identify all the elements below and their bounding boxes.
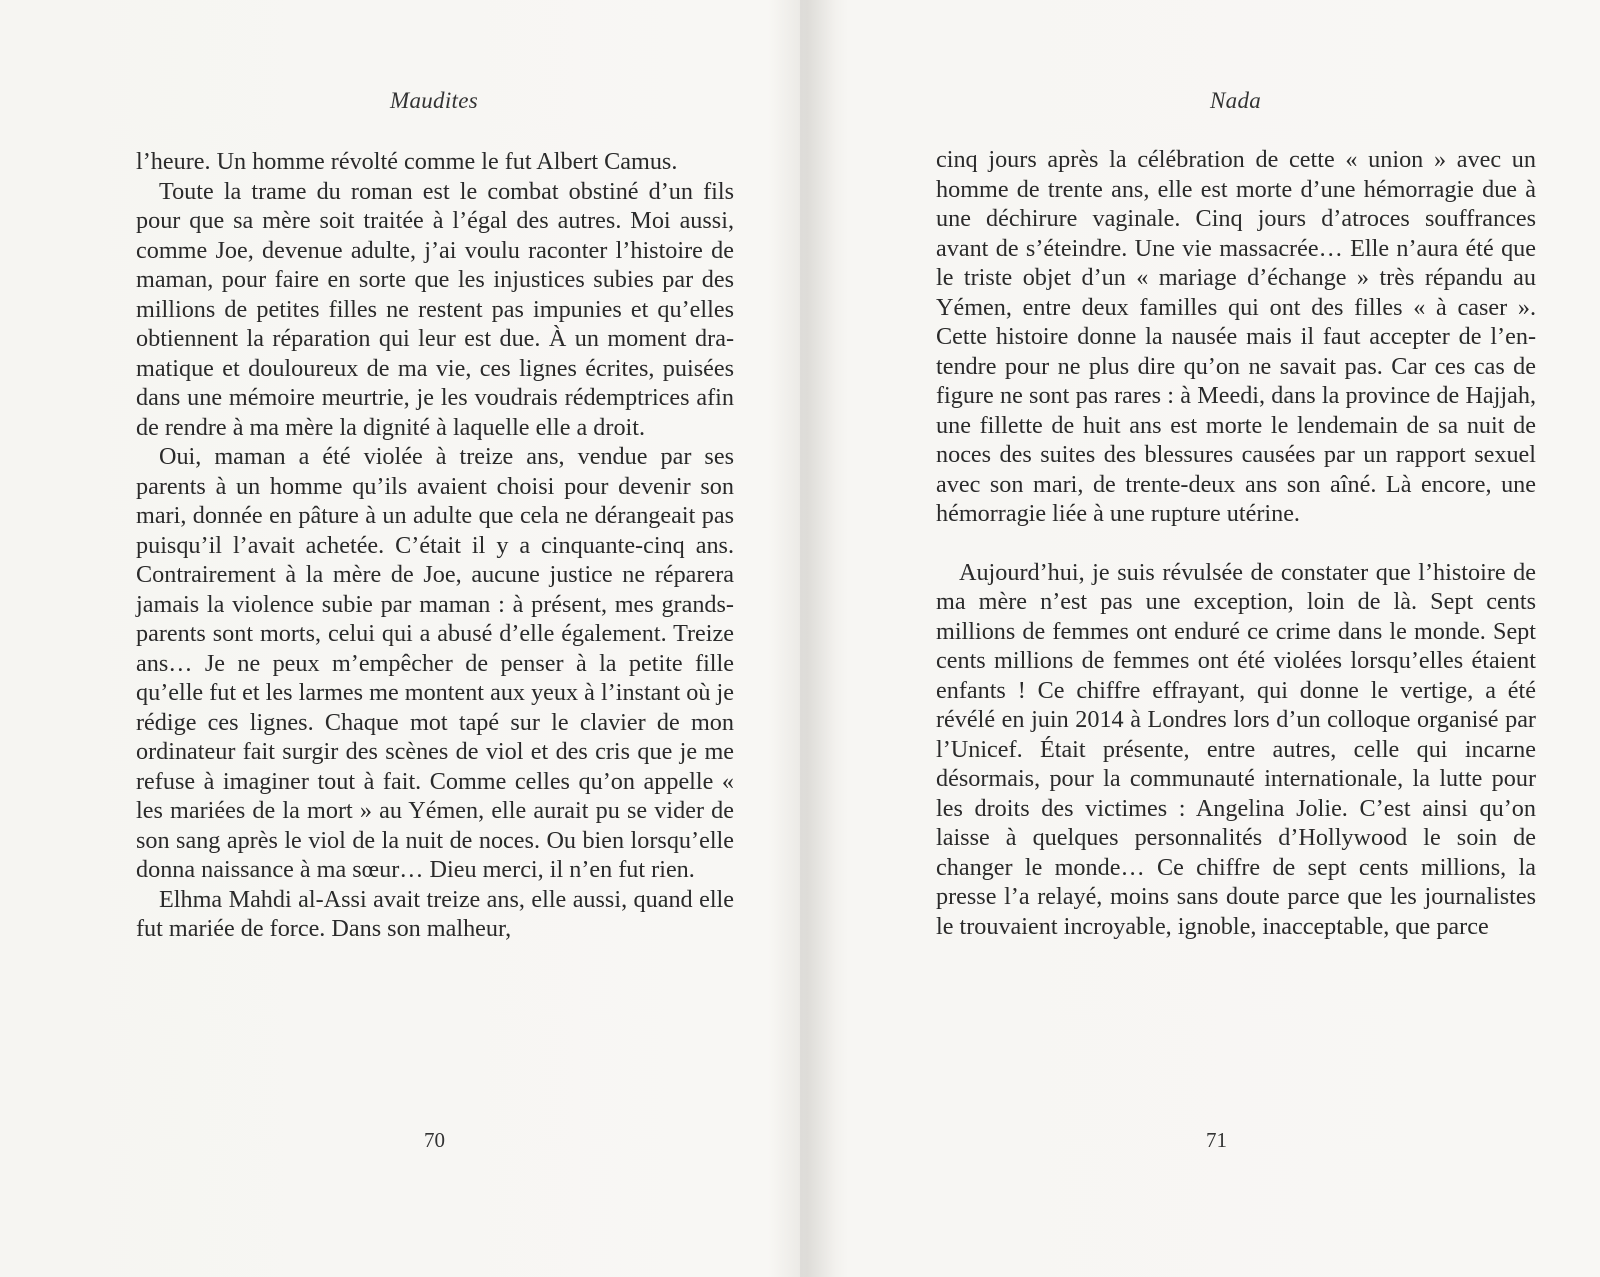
right-page [800, 0, 1600, 1277]
left-running-head: Maudites [390, 88, 478, 113]
left-text-block [136, 147, 734, 944]
right-paragraph-1: cinq jours après la célébration de cette « union » avec un homme de trente ans, elle est morte d’une hémorragie due à une déchirure vaginale. Cinq jours d’atroces souffrances avant de s’éteindre. Une vie massacrée… Elle n’aura été que le triste objet d’un « mariage d’échange » très répandu au Yémen, entre deux familles qui ont des filles « à caser ». Cette histoire donne la nausée mais il faut accepter de l’entendre pour ne plus dire qu’on ne savait pas. Car ces cas de figure ne sont pas rares : à Meedi, dans la province de Hajjah, une fillette de huit ans est morte le lendemain de sa nuit de noces des suites des blessures causées par un rapport sexuel avec son mari, de trente-deux ans son aîné. Là encore, une hémorragie liée à une rupture utérine. [936, 146, 1536, 527]
right-page-number: 71 [1206, 1128, 1227, 1152]
left-page-number: 70 [424, 1128, 445, 1152]
right-paragraph-2: Aujourd’hui, je suis révulsée de constater que l’histoire de ma mère n’est pas une exception, loin de là. Sept cents millions de femmes ont enduré ce crime dans le monde. Sept cents millions de femmes ont été violées lorsqu’elles étaient enfants ! Ce chiffre effrayant, qui donne le vertige, a été révélé en juin 2014 à Londres lors d’un colloque organisé par l’Unicef. Était présente, entre autres, celle qui incarne désormais, pour la communauté internationale, la lutte pour les droits des victimes : Angelina Jolie. C’est ainsi qu’on laisse à quelques personnalités d’Hollywood le soin de changer le monde… Ce chiffre de sept cents millions, la presse l’a relayé, moins sans doute parce que les journalistes le trouvaient incroyable, ignoble, inacceptable, que parce [936, 558, 1536, 940]
left-paragraph-4: Elhma Mahdi al-Assi avait treize ans, elle aussi, quand elle fut mariée de force. Dans son malheur, [136, 885, 734, 942]
right-text-block [936, 145, 1536, 941]
right-running-head: Nada [1210, 88, 1262, 113]
left-paragraph-3: Oui, maman a été violée à treize ans, vendue par ses parents à un homme qu’ils avaient choisi pour devenir son mari, donnée en pâture à un adulte que cela ne dérangeait pas puisqu’il l’avait achetée. C’était il y a cinquante-cinq ans. Contrairement à la mère de Joe, aucune justice ne réparera jamais la violence subie par maman : à présent, mes grands-parents sont morts, celui qui a abusé d’elle également. Treize ans… Je ne peux m’empêcher de penser à la petite fille qu’elle fut et les larmes me montent aux yeux à l’instant où je rédige ces lignes. Chaque mot tapé sur le clavier de mon ordinateur fait surgir des scènes de viol et des cris que je me refuse à imaginer tout à fait. Comme celles qu’on appelle « les mariées de la mort » au Yémen, elle aurait pu se vider de son sang après le viol de la nuit de noces. Ou bien lorsqu’elle donna naissance à ma sœur… Dieu merci, il n’en fut rien. [136, 443, 734, 883]
left-paragraph-2: Toute la trame du roman est le combat obstiné d’un fils pour que sa mère soit traitée à l’égal des autres. Moi aussi, comme Joe, devenue adulte, j’ai voulu raconter l’histoire de maman, pour faire en sorte que les injustices subies par des millions de petites filles ne restent pas impunies et qu’elles obtiennent la réparation qui leur est due. À un moment dramatique et douloureux de ma vie, ces lignes écrites, puisées dans une mémoire meurtrie, je les voudrais rédemptrices afin de rendre à ma mère la dignité à laquelle elle a droit. [136, 177, 734, 441]
left-paragraph-1: l’heure. Un homme révolté comme le fut Albert Camus. [136, 148, 678, 175]
